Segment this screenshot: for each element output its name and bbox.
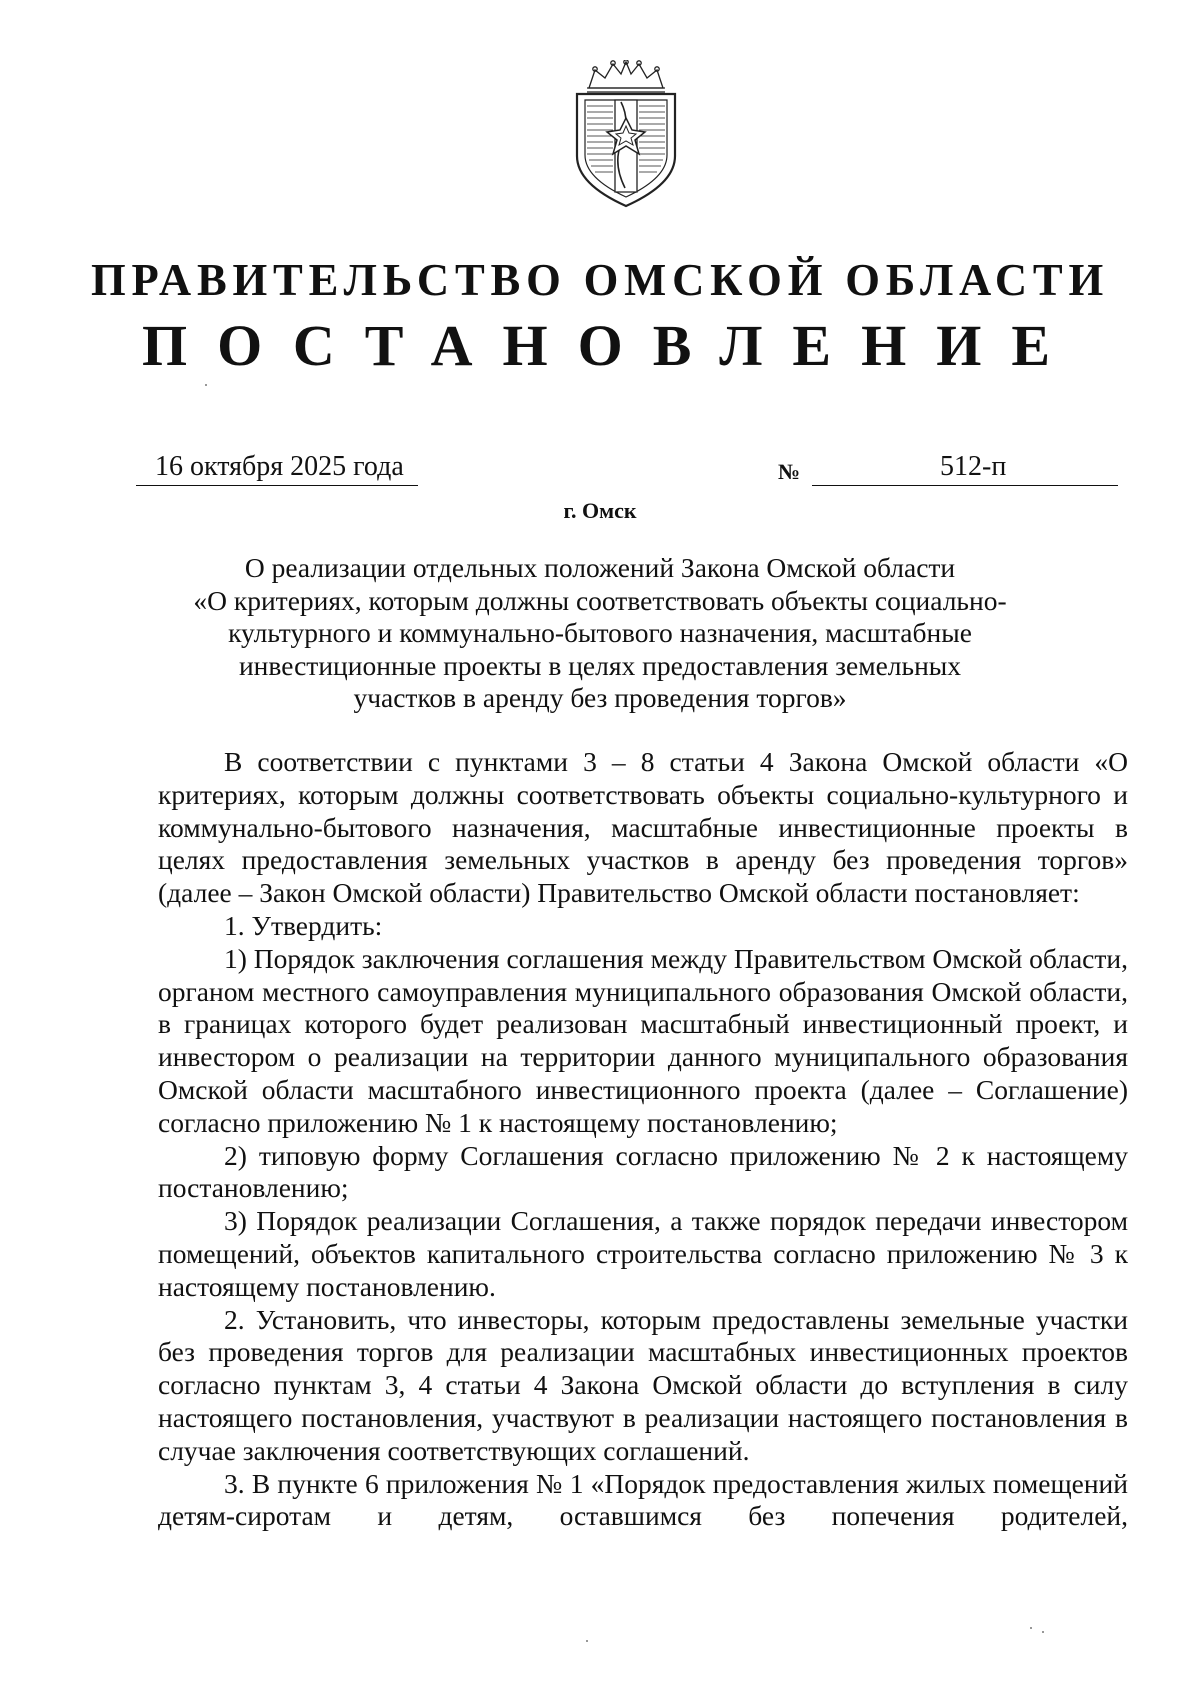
subject-line: О реализации отдельных положений Закона Омской области [244,552,956,583]
body-paragraph: 2. Установить, что инвесторы, которым предоставлены земельные участки без проведения торгов для реализации масштабных инвестиционных проектов согласно пунктам 3, 4 статьи 4 Закона Омской области до вступления в силу настоящего постановления, участвуют в реализации настоящего постановления в случае заключения соответствующих соглашений. [158,1303,1128,1466]
body-paragraph: 1) Порядок заключения соглашения между Правительством Омской области, органом местного самоуправления муниципального образования Омской области, в границах которого будет реализован масштабный инвестиционный проект, и инвестором о реализации на территории данного муниципального образования Омской области масштабного инвестиционного проекта (далее – Соглашение) согласно приложению № 1 к настоящему постановлению; [158,942,1128,1138]
body-paragraph: 3. В пункте 6 приложения № 1 «Порядок предоставления жилых помещений детям-сиротам и детям, оставшимся без попечения родителей, [158,1467,1128,1532]
document-subject [180,552,1020,715]
subject-line: участков в аренду без проведения торгов» [353,682,847,713]
document-number: 512-п [940,451,1007,482]
scan-speck [1042,1631,1044,1633]
body-paragraph: 2) типовую форму Соглашения согласно приложению № 2 к настоящему постановлению; [158,1139,1128,1204]
omsk-coat-of-arms-icon [565,60,687,210]
scan-speck [1030,1627,1032,1629]
subject-line: «О критериях, которым должны соответствовать объекты социально- [193,584,1007,616]
scan-speck [586,1640,588,1642]
subject-line: инвестиционные проекты в целях предоставления земельных [238,649,962,681]
scan-speck [205,384,207,386]
subject-line: культурного и коммунально-бытового назначения, масштабные [228,617,972,648]
organization-title: ПРАВИТЕЛЬСТВО ОМСКОЙ ОБЛАСТИ [91,254,1109,305]
body-paragraph: 3) Порядок реализации Соглашения, а также порядок передачи инвестором помещений, объектов капитального строительства согласно приложению № 3 к настоящему постановлению. [158,1205,1128,1302]
city-name: г. Омск [563,498,637,523]
number-sign: № [778,459,801,484]
body-paragraph: 1. Утвердить: [224,909,383,941]
document-body [158,746,1128,1533]
document-type-title: ПОСТАНОВЛЕНИЕ [141,313,1081,378]
body-paragraph: В соответствии с пунктами 3 – 8 статьи 4 Закона Омской области «О критериях, которым должны соответствовать объекты социально-культурного и коммунально-бытового назначения, масштабные инвестиционные проекты в целях предоставления земельных участков в аренду без проведения торгов» (далее – Закон Омской области) Правительство Омской области постановляет: [158,746,1128,909]
document-date: 16 октября 2025 года [155,451,404,482]
